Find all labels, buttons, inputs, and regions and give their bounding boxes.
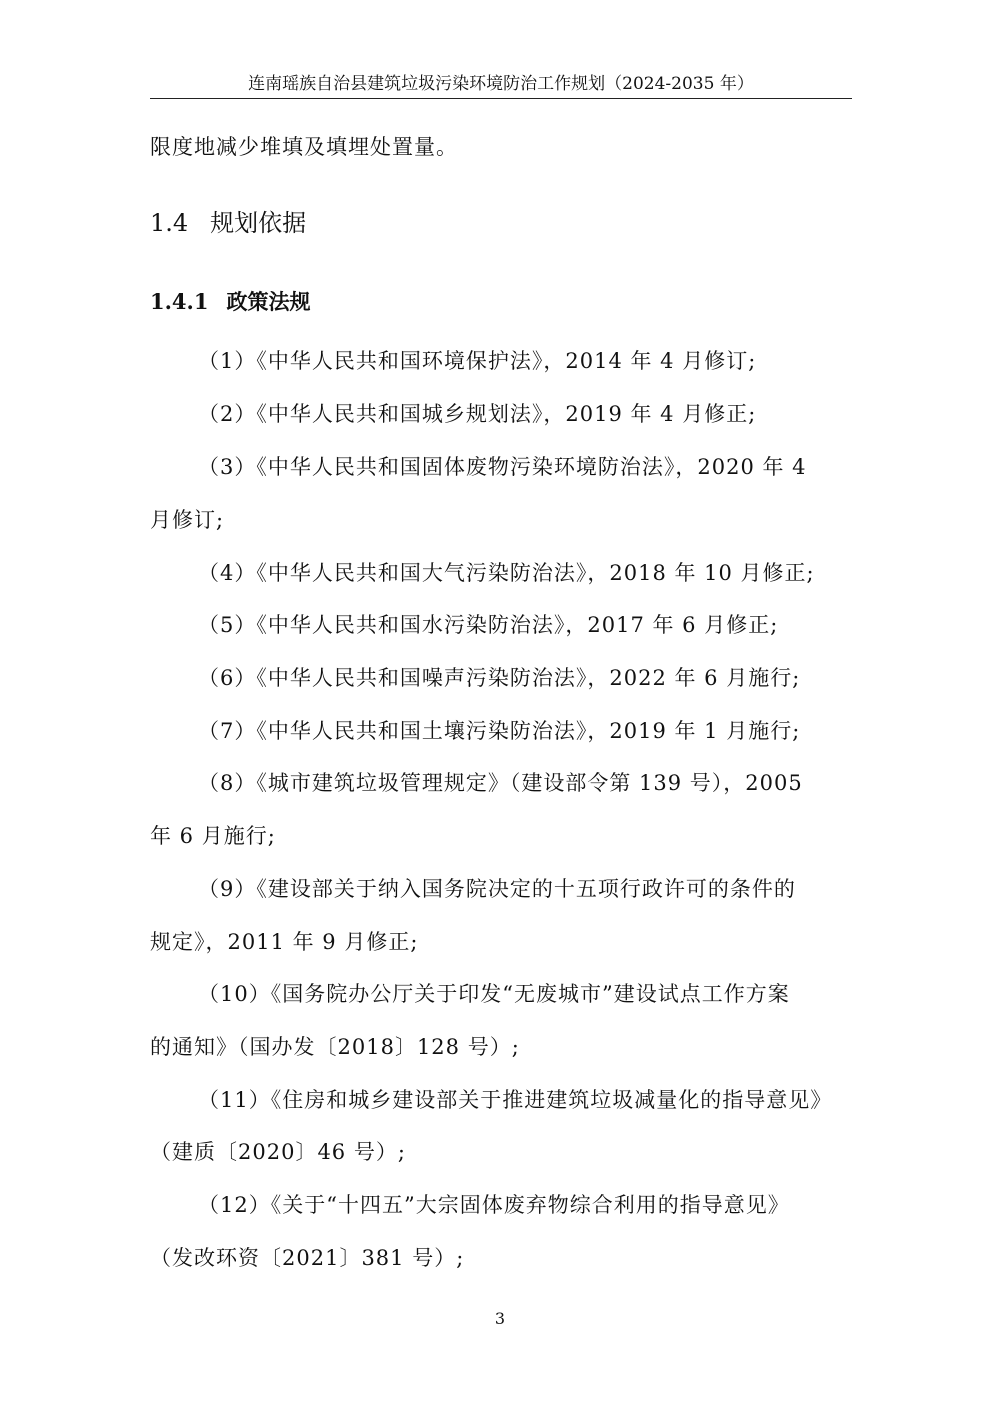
- law-item-12-cont: （发改环资〔2021〕381 号）;: [150, 1246, 465, 1270]
- running-header: 连南瑶族自治县建筑垃圾污染环境防治工作规划（2024-2035 年）: [248, 74, 754, 94]
- page-number: 3: [494, 1309, 506, 1328]
- law-item-2: （2）《中华人民共和国城乡规划法》，2019 年 4 月修正;: [198, 402, 757, 426]
- law-item-5: （5）《中华人民共和国水污染防治法》，2017 年 6 月修正;: [198, 613, 779, 637]
- law-item-10: （10）《国务院办公厅关于印发“无废城市”建设试点工作方案: [198, 982, 790, 1006]
- law-item-7: （7）《中华人民共和国土壤污染防治法》，2019 年 1 月施行;: [198, 719, 801, 743]
- law-item-1: （1）《中华人民共和国环境保护法》，2014 年 4 月修订;: [198, 349, 757, 373]
- law-item-8-cont: 年 6 月施行;: [150, 824, 276, 848]
- law-item-9-cont: 规定》，2011 年 9 月修正;: [150, 930, 419, 954]
- section-number: 1.4: [150, 209, 189, 237]
- law-item-8: （8）《城市建筑垃圾管理规定》（建设部令第 139 号），2005: [198, 771, 803, 795]
- law-item-11: （11）《住房和城乡建设部关于推进建筑垃圾减量化的指导意见》: [198, 1088, 833, 1112]
- header-divider: [150, 98, 852, 99]
- law-item-9: （9）《建设部关于纳入国务院决定的十五项行政许可的条件的: [198, 877, 796, 901]
- law-item-3: （3）《中华人民共和国固体废物污染环境防治法》，2020 年 4: [198, 455, 807, 479]
- section-heading: [150, 207, 306, 239]
- subsection-heading: [150, 287, 310, 317]
- law-item-3-cont: 月修订;: [150, 508, 225, 532]
- subsection-title: 政策法规: [226, 289, 311, 314]
- law-item-10-cont: 的通知》（国办发〔2018〕128 号）;: [150, 1035, 520, 1059]
- law-item-4: （4）《中华人民共和国大气污染防治法》，2018 年 10 月修正;: [198, 561, 815, 585]
- subsection-number: 1.4.1: [150, 289, 209, 314]
- law-item-12: （12）《关于“十四五”大宗固体废弃物综合利用的指导意见》: [198, 1193, 790, 1217]
- law-item-11-cont: （建质〔2020〕46 号）;: [150, 1140, 406, 1164]
- section-title: 规划依据: [210, 209, 307, 237]
- paragraph-continuation: 限度地减少堆填及填埋处置量。: [150, 135, 458, 159]
- law-item-6: （6）《中华人民共和国噪声污染防治法》，2022 年 6 月施行;: [198, 666, 801, 690]
